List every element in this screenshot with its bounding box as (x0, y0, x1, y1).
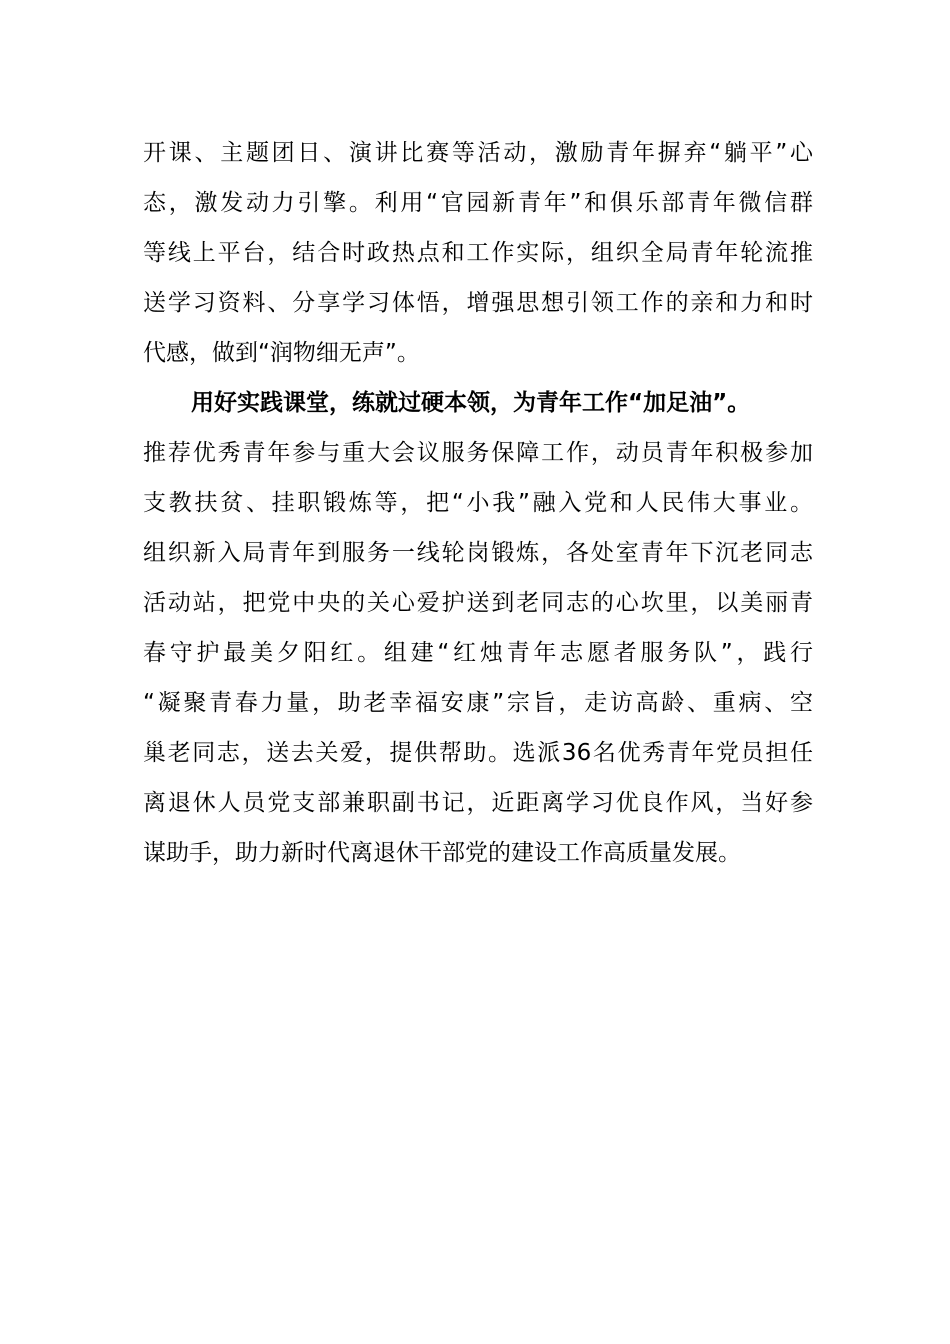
paragraph-line: 等线上平台，结合时政热点和工作实际，组织全局青年轮流推 (143, 240, 813, 266)
paragraph-line: 开课、主题团日、演讲比赛等活动，激励青年摒弃“躺平”心 (143, 140, 813, 166)
paragraph-line: 支教扶贫、挂职锻炼等，把“小我”融入党和人民伟大事业。 (143, 490, 813, 516)
paragraph-line: 谋助手，助力新时代离退休干部党的建设工作高质量发展。 (143, 840, 741, 866)
paragraph-heading: 用好实践课堂，练就过硬本领，为青年工作“加足油”。 (191, 390, 751, 416)
paragraph-line: 离退休人员党支部兼职副书记，近距离学习优良作风，当好参 (143, 790, 813, 816)
paragraph-line: 态，激发动力引擎。利用“官园新青年”和俱乐部青年微信群 (143, 190, 813, 216)
paragraph-line: 活动站，把党中央的关心爱护送到老同志的心坎里，以美丽青 (143, 590, 813, 616)
paragraph-1 (143, 128, 813, 378)
paragraph-line: 春守护最美夕阳红。组建“红烛青年志愿者服务队”，践行 (143, 640, 813, 666)
paragraph-line: 巢老同志，送去关爱，提供帮助。选派36名优秀青年党员担任 (143, 740, 813, 766)
paragraph-2 (143, 378, 813, 878)
paragraph-line: 推荐优秀青年参与重大会议服务保障工作，动员青年积极参加 (143, 440, 813, 466)
paragraph-heading-line (143, 378, 813, 428)
paragraph-line: 代感，做到“润物细无声”。 (143, 340, 420, 366)
document-body (143, 128, 813, 878)
paragraph-line: “凝聚青春力量，助老幸福安康”宗旨，走访高龄、重病、空 (143, 690, 813, 716)
paragraph-line: 送学习资料、分享学习体悟，增强思想引领工作的亲和力和时 (143, 290, 813, 316)
paragraph-line: 组织新入局青年到服务一线轮岗锻炼，各处室青年下沉老同志 (143, 540, 813, 566)
